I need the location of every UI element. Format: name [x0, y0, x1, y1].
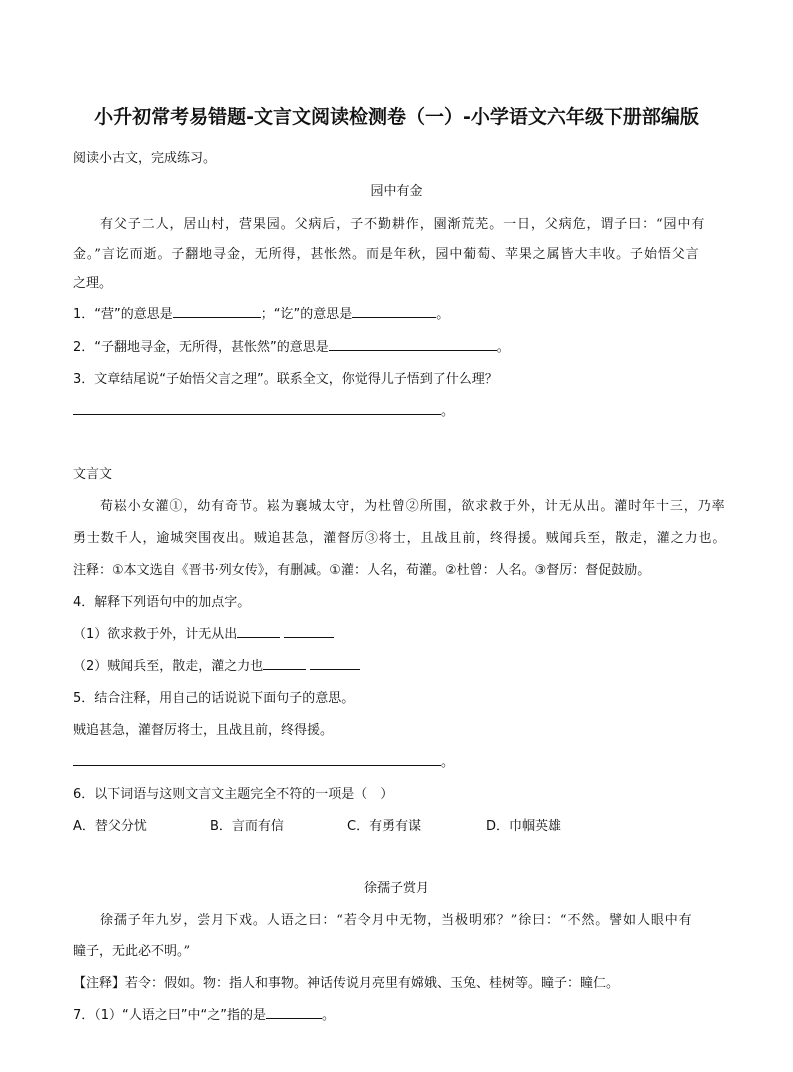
q4-sub2: （2）贼闻兵至，散走，灌之力也 [73, 659, 264, 674]
q1-mid: ；“讫”的意思是 [260, 307, 353, 322]
instruction: 阅读小古文，完成练习。 [73, 151, 217, 166]
answer-blank[interactable] [73, 753, 441, 766]
q7-prefix: 7．（1）“人语之曰”中“之”指的是 [73, 1008, 266, 1023]
passage2-note: 注释：①本文选自《晋书·列女传》，有删减。①灌：人名，荀灌。②杜曾：人名。③督厉：督促鼓励。 [73, 563, 651, 578]
option-a[interactable]: A．替父分忧 [73, 819, 147, 834]
passage2-line: 勇士数千人，逾城突围夜出。贼追甚急，灌督厉③将士，且战且前，终得援。贼闻兵至，散走，灌之力也。 [73, 531, 727, 546]
answer-blank[interactable] [310, 657, 360, 670]
passage3-note: 【注释】若令：假如。物：指人和事物。神话传说月亮里有嫦娥、玉兔、桂树等。瞳子：瞳仁。 [73, 976, 620, 991]
answer-blank[interactable] [263, 657, 306, 670]
answer-blank[interactable] [329, 338, 497, 351]
passage2-line: 荀崧小女灌①，幼有奇节。崧为襄城太守，为杜曾②所围，欲求救于外，计无从出。灌时年十三，乃率 [100, 499, 726, 514]
question-5: 5．结合注释，用自己的话说说下面句子的意思。 [73, 691, 355, 706]
q1-prefix: 1．“营”的意思是 [73, 307, 173, 322]
q3-suffix: 。 [441, 404, 455, 419]
q5-answer-line [73, 751, 454, 770]
question-4-1 [73, 623, 334, 642]
passage3-line: 徐孺子年九岁，尝月下戏。人语之曰：“若令月中无物，当极明邪？”徐曰：“不然。譬如人眼中有 [100, 913, 693, 928]
q4-sub1: （1）欲求救于外，计无从出 [73, 627, 238, 642]
passage1-title: 园中有金 [370, 184, 423, 199]
answer-blank[interactable] [173, 305, 261, 318]
question-1 [73, 303, 449, 322]
passage2-heading: 文言文 [73, 467, 113, 482]
q1-suffix: 。 [436, 307, 450, 322]
passage1-line: 金。”言讫而逝。子翻地寻金，无所得，甚怅然。而是年秋，园中葡萄、苹果之属皆大丰收。子始悟父言 [73, 247, 700, 262]
option-d[interactable]: D．巾帼英雄 [486, 819, 562, 834]
option-c[interactable]: C．有勇有谋 [347, 819, 422, 834]
q2-suffix: 。 [496, 340, 510, 355]
passage3-title: 徐孺子赏月 [363, 881, 429, 896]
question-2 [73, 336, 510, 355]
q5-sentence: 贼追甚急，灌督厉将士，且战且前，终得援。 [73, 723, 334, 738]
q3-answer-line [73, 400, 454, 419]
answer-blank[interactable] [352, 305, 436, 318]
q5-suffix: 。 [441, 755, 455, 770]
question-3: 3．文章结尾说“子始悟父言之理”。联系全文，你觉得儿子悟到了什么理？ [73, 372, 498, 387]
answer-blank[interactable] [73, 402, 441, 415]
answer-blank[interactable] [284, 625, 334, 638]
passage1-line: 之理。 [73, 276, 113, 291]
q7-suffix: 。 [321, 1008, 335, 1023]
question-4: 4．解释下列语句中的加点字。 [73, 595, 251, 610]
question-7 [73, 1004, 335, 1023]
passage1-line: 有父子二人，居山村，营果园。父病后，子不勤耕作，園渐荒芜。一日，父病危，谓子曰：“园中有 [100, 217, 706, 232]
q2-prefix: 2．“子翻地寻金，无所得，甚怅然”的意思是 [73, 340, 329, 355]
answer-blank[interactable] [266, 1006, 322, 1019]
page-title: 小升初常考易错题-文言文阅读检测卷（一）-小学语文六年级下册部编版 [94, 106, 699, 128]
question-6: 6．以下词语与这则文言文主题完全不符的一项是（ ） [73, 787, 394, 802]
passage3-line: 瞳子，无此必不明。” [73, 944, 191, 959]
question-4-2 [73, 655, 360, 674]
option-b[interactable]: B．言而有信 [210, 819, 284, 834]
answer-blank[interactable] [237, 625, 280, 638]
